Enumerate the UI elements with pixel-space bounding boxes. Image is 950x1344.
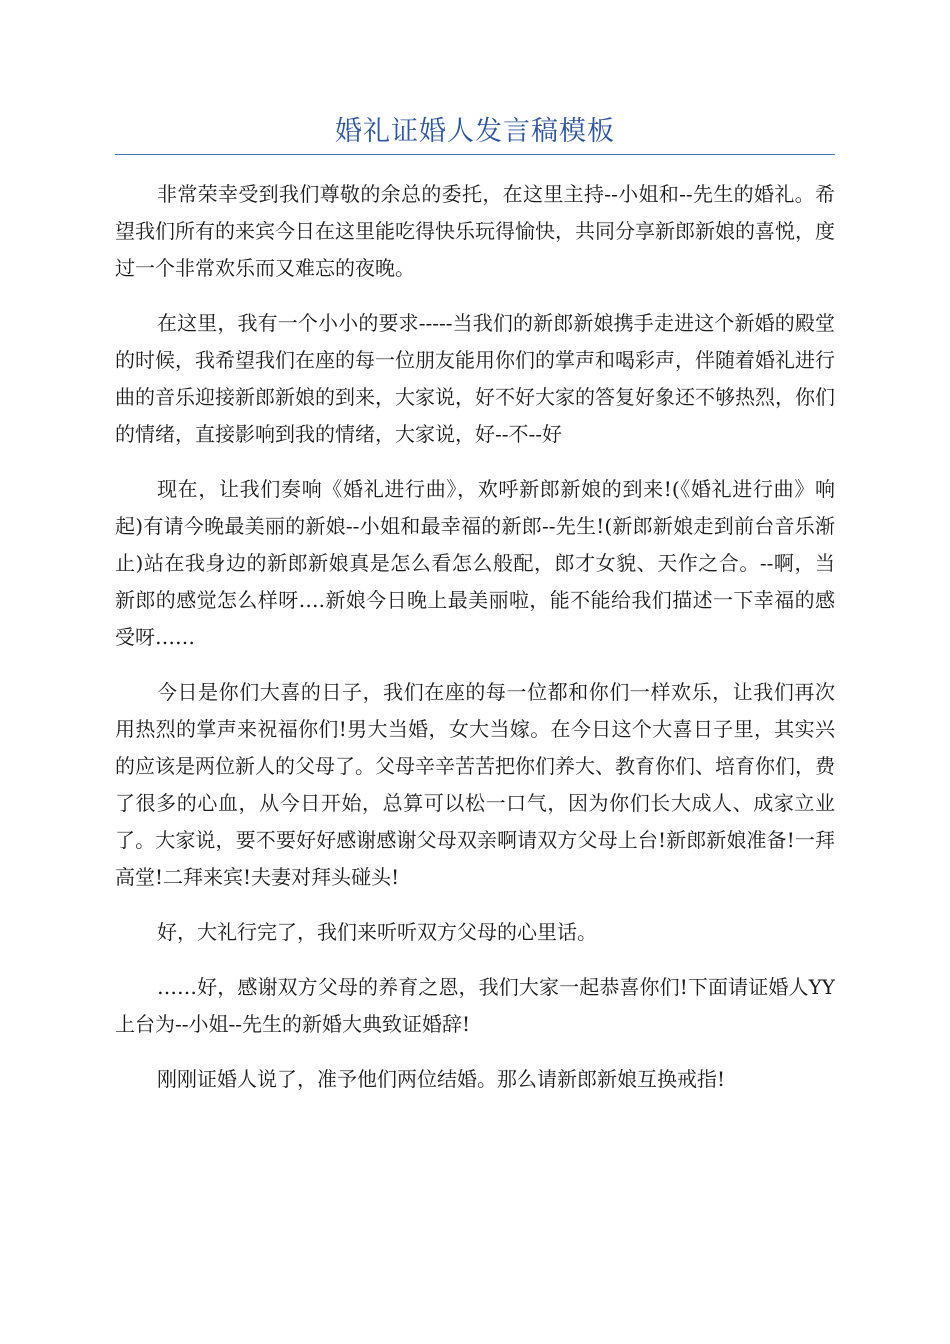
paragraph-4: 今日是你们大喜的日子，我们在座的每一位都和你们一样欢乐，让我们再次用热烈的掌声来祝福你们!男大当婚，女大当嫁。在今日这个大喜日子里，其实兴的应该是两位新人的父母了。父母辛辛苦苦把你们养大、教育你们、培育你们，费了很多的心血，从今日开始，总算可以松一口气，因为你们长大成人、成家立业了。大家说，要不要好好感谢感谢父母双亲啊请双方父母上台!新郎新娘准备!一拜高堂!二拜来宾!夫妻对拜头碰头! [115,680,835,889]
title-underline [115,154,835,155]
paragraph-7: 刚刚证婚人说了，准予他们两位结婚。那么请新郎新娘互换戒指! [157,1067,726,1091]
paragraph-1: 非常荣幸受到我们尊敬的余总的委托，在这里主持--小姐和--先生的婚礼。希望我们所有的来宾今日在这里能吃得快乐玩得愉快，共同分享新郎新娘的喜悦，度过一个非常欢乐而又难忘的夜晚。 [115,182,835,280]
document-body [115,176,835,1116]
paragraph-6: ……好，感谢双方父母的养育之恩，我们大家一起恭喜你们!下面请证婚人YY上台为--小姐--先生的新婚大典致证婚辞! [115,975,835,1036]
paragraph-3: 现在，让我们奏响《婚礼进行曲》，欢呼新郎新娘的到来!(《婚礼进行曲》响起)有请今晚最美丽的新娘--小姐和最幸福的新郎--先生!(新郎新娘走到前台音乐渐止)站在我身边的新郎新娘真是怎么看怎么般配，郎才女貌、天作之合。--啊，当新郎的感觉怎么样呀….新娘今日晚上最美丽啦，能不能给我们描述一下幸福的感受呀…… [115,477,835,649]
document-title: 婚礼证婚人发言稿模板 [335,116,615,147]
paragraph-5: 好，大礼行完了，我们来听听双方父母的心里话。 [157,920,597,944]
paragraph-2: 在这里，我有一个小小的要求-----当我们的新郎新娘携手走进这个新婚的殿堂的时候，我希望我们在座的每一位朋友能用你们的掌声和喝彩声，伴随着婚礼进行曲的音乐迎接新郎新娘的到来，大家说，好不好大家的答复好象还不够热烈，你们的情绪，直接影响到我的情绪，大家说，好--不--好 [115,311,835,446]
